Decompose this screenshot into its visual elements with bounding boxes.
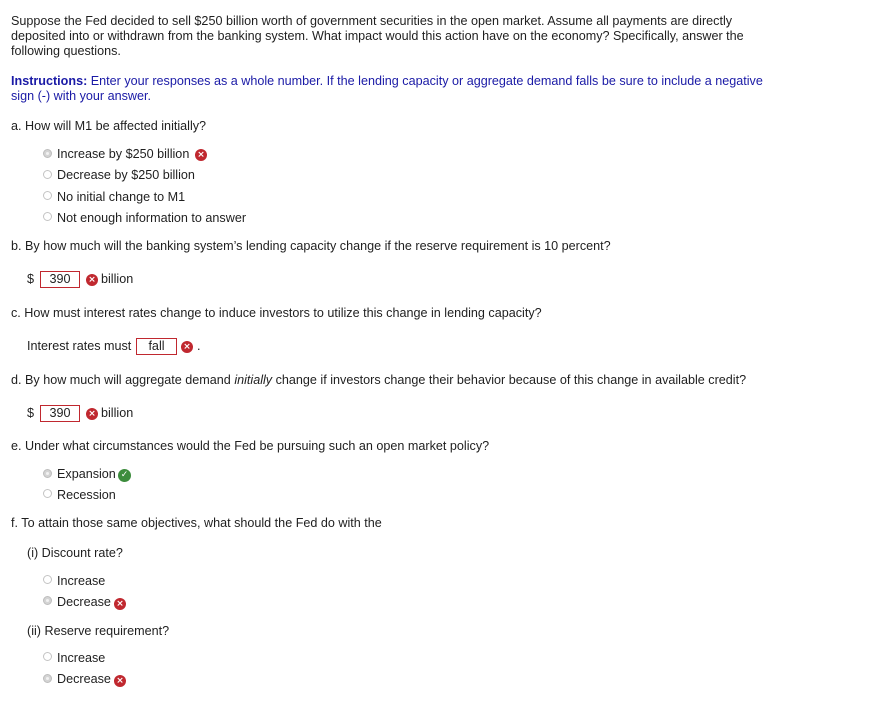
option-f2-2-label: Decrease: [57, 672, 111, 686]
incorrect-icon: ×: [181, 341, 193, 353]
option-f1-1-label: Increase: [57, 574, 106, 588]
instructions: [11, 74, 771, 104]
answer-c-prefix: Interest rates must: [27, 339, 132, 353]
incorrect-icon: ×: [114, 598, 126, 610]
option-e-1-label: Expansion: [57, 467, 116, 481]
instructions-text: Enter your responses as a whole number. If the lending capacity or aggregate demand falls be sure to include a negative sign (-) with your answer.: [11, 74, 763, 103]
radio-f2-option-1[interactable]: [43, 652, 52, 661]
unit-d-label: billion: [101, 406, 134, 420]
dollar-sign-b: $: [27, 272, 35, 286]
question-f-part-2: (ii) Reserve requirement?: [27, 624, 170, 638]
option-a-3-label: No initial change to M1: [57, 190, 186, 204]
radio-f1-option-1[interactable]: [43, 575, 52, 584]
unit-b-label: billion: [101, 272, 134, 286]
answer-c-suffix: .: [197, 339, 201, 353]
radio-a-option-2[interactable]: [43, 170, 52, 179]
question-d-end: change if investors change their behavior because of this change in available credit?: [272, 373, 747, 387]
radio-e-option-1[interactable]: [43, 469, 52, 478]
incorrect-icon: ×: [114, 675, 126, 687]
radio-f2-option-2[interactable]: [43, 674, 52, 683]
option-f1-2-label: Decrease: [57, 595, 111, 609]
incorrect-icon: ×: [195, 149, 207, 161]
question-c: c. How must interest rates change to induce investors to utilize this change in lending capacity?: [11, 306, 542, 320]
option-f2-1-label: Increase: [57, 651, 106, 665]
question-f-part-1: (i) Discount rate?: [27, 546, 123, 560]
question-e: e. Under what circumstances would the Fed be pursuing such an open market policy?: [11, 439, 490, 453]
radio-f1-option-2[interactable]: [43, 596, 52, 605]
instructions-label: Instructions:: [11, 74, 88, 88]
question-d-start: d. By how much will aggregate demand: [11, 373, 235, 387]
option-a-1-label: Increase by $250 billion: [57, 147, 190, 161]
question-a: a. How will M1 be affected initially?: [11, 119, 207, 133]
option-a-4-label: Not enough information to answer: [57, 211, 247, 225]
option-e-2-label: Recession: [57, 488, 116, 502]
incorrect-icon: ×: [86, 274, 98, 286]
answer-d-input[interactable]: 390: [40, 405, 80, 422]
question-d-emphasis: initially: [234, 373, 273, 387]
radio-a-option-1[interactable]: [43, 149, 52, 158]
question-f: f. To attain those same objectives, what should the Fed do with the: [11, 516, 382, 530]
answer-b-input[interactable]: 390: [40, 271, 80, 288]
answer-c-input[interactable]: fall: [136, 338, 177, 355]
correct-icon: ✓: [118, 469, 131, 482]
question-b: b. By how much will the banking system’s lending capacity change if the reserve requirement is 10 percent?: [11, 239, 611, 253]
incorrect-icon: ×: [86, 408, 98, 420]
radio-e-option-2[interactable]: [43, 489, 52, 498]
option-a-2-label: Decrease by $250 billion: [57, 168, 195, 182]
dollar-sign-d: $: [27, 406, 35, 420]
question-intro: Suppose the Fed decided to sell $250 billion worth of government securities in the open market. Assume all payments are directly deposited into or withdrawn from the banking system. What impact would this action have on the economy? Specifically, answer the following questions.: [11, 14, 744, 58]
radio-a-option-4[interactable]: [43, 212, 52, 221]
question-d: [11, 373, 746, 388]
radio-a-option-3[interactable]: [43, 191, 52, 200]
